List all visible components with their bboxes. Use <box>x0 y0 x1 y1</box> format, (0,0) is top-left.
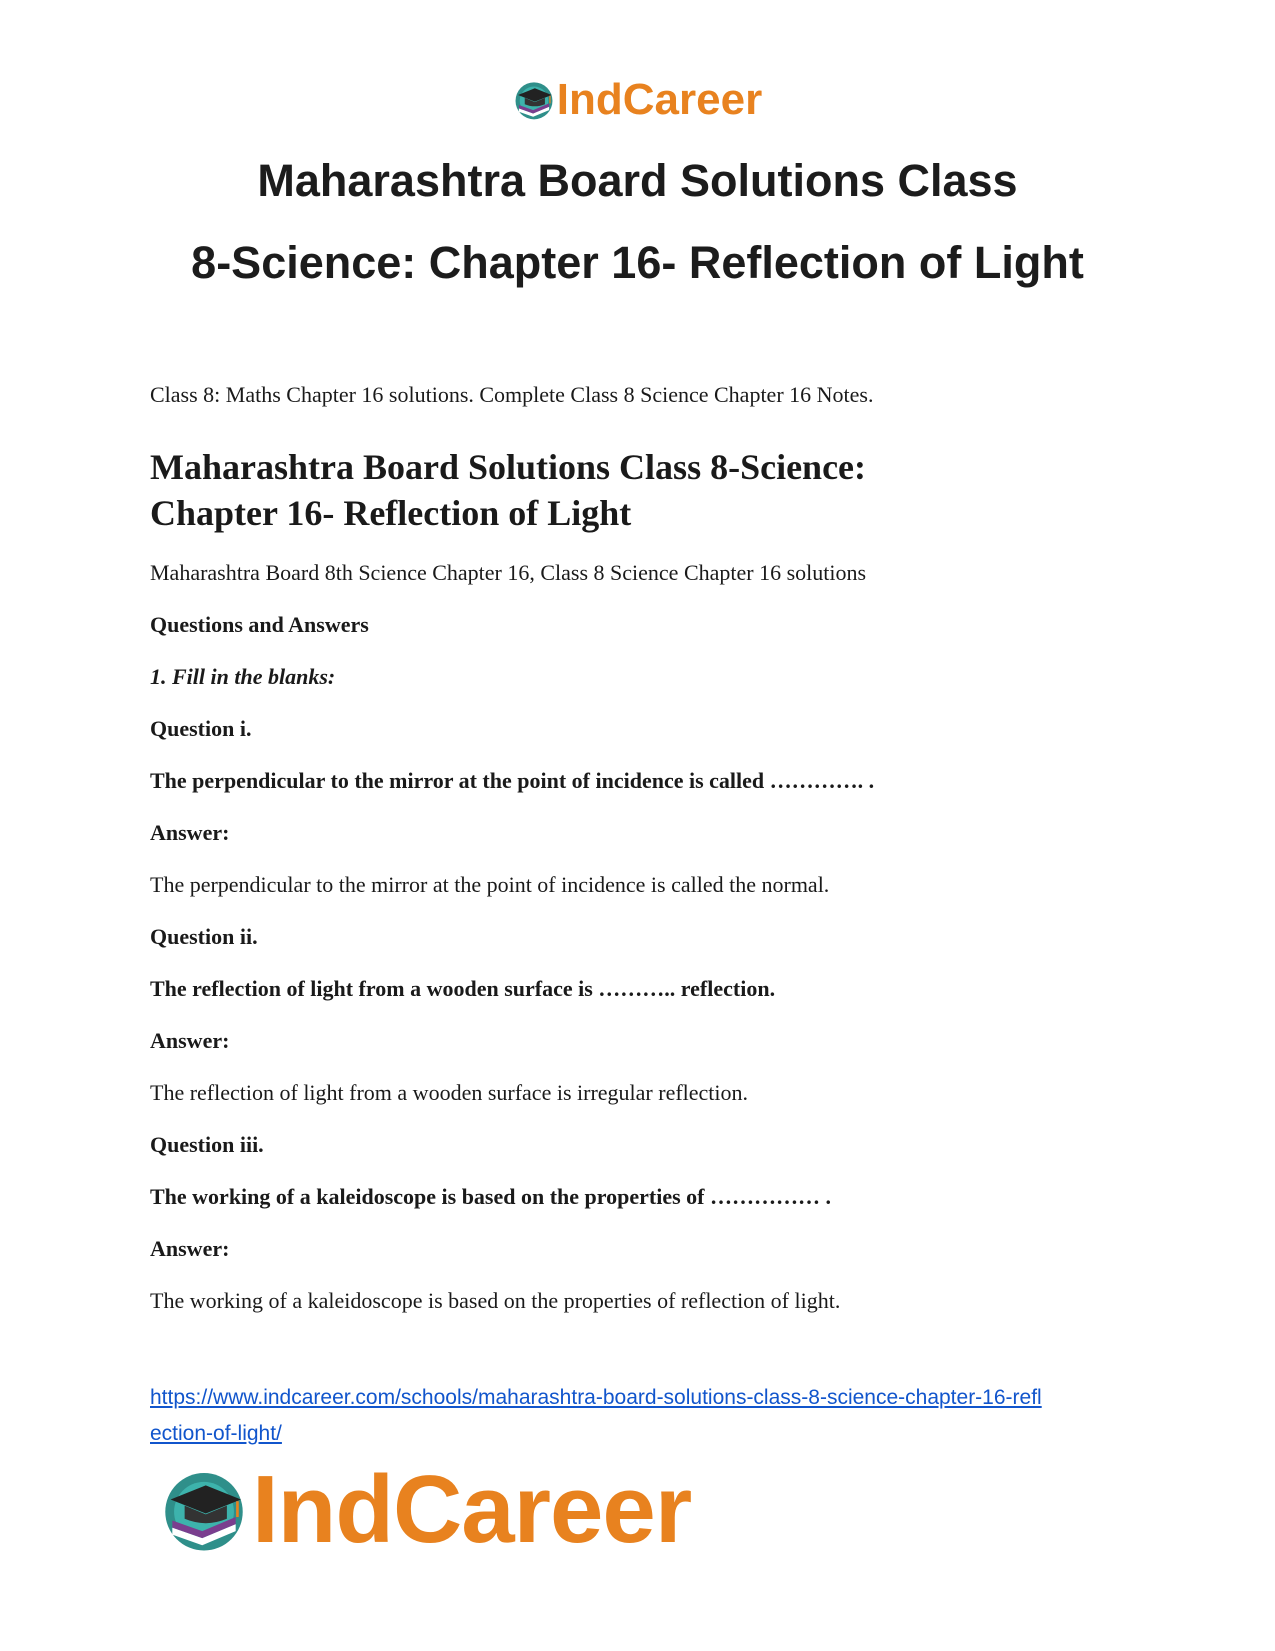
subtitle-text: Maharashtra Board 8th Science Chapter 16, Class 8 Science Chapter 16 solutions <box>150 560 867 585</box>
qa-heading: Questions and Answers <box>150 612 369 637</box>
page-title-line-2: 8-Science: Chapter 16- Reflection of Light <box>191 237 1084 288</box>
answer-label: Answer: <box>150 1028 230 1053</box>
answer-label: Answer: <box>150 1236 230 1261</box>
page-title <box>0 140 1275 304</box>
question-label: Question ii. <box>150 924 258 949</box>
question-label: Question i. <box>150 716 252 741</box>
brand-name: IndCareer <box>556 75 763 124</box>
section-heading-line-2: Chapter 16- Reflection of Light <box>150 493 632 533</box>
footer-logo <box>160 1456 692 1563</box>
page-title-line-1: Maharashtra Board Solutions Class <box>257 155 1018 206</box>
source-url-line-1: https://www.indcareer.com/schools/maharashtra-board-solutions-class-8-science-chapter-16-refl <box>150 1386 1042 1409</box>
question-text: The perpendicular to the mirror at the point of incidence is called …………. . <box>150 768 875 793</box>
answer-text: The reflection of light from a wooden surface is irregular reflection. <box>150 1080 749 1105</box>
question-label: Question iii. <box>150 1132 264 1157</box>
answer-label: Answer: <box>150 820 230 845</box>
section-heading-line-1: Maharashtra Board Solutions Class 8-Science: <box>150 447 867 487</box>
source-url-line-2: ection-of-light/ <box>150 1422 282 1445</box>
question-text: The working of a kaleidoscope is based on the properties of …………… . <box>150 1184 832 1209</box>
question-text: The reflection of light from a wooden surface is ……….. reflection. <box>150 976 776 1001</box>
article-body <box>150 380 1140 1316</box>
graduation-cap-book-icon <box>160 1466 248 1554</box>
section-heading <box>150 444 1140 536</box>
graduation-cap-book-icon <box>513 79 555 121</box>
brand-name: IndCareer <box>252 1456 692 1563</box>
intro-text: Class 8: Maths Chapter 16 solutions. Complete Class 8 Science Chapter 16 Notes. <box>150 382 874 407</box>
header-logo <box>0 75 1275 124</box>
fill-in-blanks-label: 1. Fill in the blanks: <box>150 664 336 689</box>
source-url-link[interactable] <box>150 1380 1140 1452</box>
answer-text: The perpendicular to the mirror at the point of incidence is called the normal. <box>150 872 830 897</box>
answer-text: The working of a kaleidoscope is based on the properties of reflection of light. <box>150 1288 841 1313</box>
